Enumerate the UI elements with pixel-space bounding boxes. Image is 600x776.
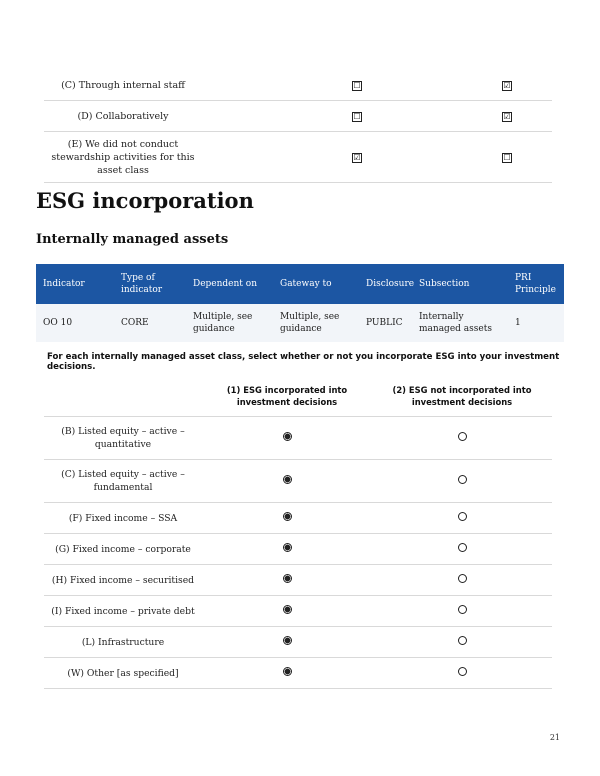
cell: Multiple, see guidance <box>280 312 340 334</box>
checkbox[interactable]: ☑ <box>353 152 361 162</box>
radio-button[interactable] <box>458 543 467 552</box>
radio-button[interactable] <box>458 512 467 521</box>
row-label: (E) We did not conduct stewardship activities for this asset class <box>51 138 195 176</box>
radio-button[interactable] <box>283 605 292 614</box>
header-cell: (2) ESG not incorporated into investment decisions <box>392 385 532 407</box>
section-title: ESG incorporation <box>36 188 254 213</box>
radio-button[interactable] <box>458 432 467 441</box>
header-cell: Indicator <box>43 279 85 289</box>
table-row <box>44 596 552 627</box>
row-label: (B) Listed equity – active – quantitative <box>61 426 185 450</box>
header-cell: (1) ESG incorporated into investment decisions <box>226 385 348 407</box>
radio-button[interactable] <box>283 574 292 583</box>
row-label: (W) Other [as specified] <box>67 667 179 679</box>
page-number: 21 <box>549 733 560 742</box>
table-row <box>44 460 552 503</box>
radio-button[interactable] <box>283 636 292 645</box>
header-cell: Disclosure <box>366 279 415 289</box>
header-cell: Dependent on <box>193 279 258 289</box>
radio-button[interactable] <box>283 667 292 676</box>
header-cell: Type of indicator <box>121 273 163 295</box>
radio-button[interactable] <box>283 512 292 521</box>
radio-button[interactable] <box>283 432 292 441</box>
radio-button[interactable] <box>458 475 467 484</box>
radio-button[interactable] <box>458 605 467 614</box>
table-row <box>44 70 552 101</box>
row-label: (C) Through internal staff <box>61 79 185 91</box>
row-label: (C) Listed equity – active – fundamental <box>61 469 185 493</box>
cell: 1 <box>515 318 521 328</box>
radio-button[interactable] <box>458 574 467 583</box>
checkbox[interactable]: ☐ <box>353 111 361 121</box>
table-header <box>36 264 564 304</box>
table-header <box>44 380 552 417</box>
table-row <box>44 565 552 596</box>
row-label: (F) Fixed income – SSA <box>68 512 178 524</box>
row-label: (G) Fixed income – corporate <box>55 543 191 555</box>
cell: Multiple, see guidance <box>193 312 253 334</box>
table-row <box>36 304 564 342</box>
esg-table <box>44 380 552 689</box>
table-row <box>44 534 552 565</box>
cell: CORE <box>121 318 149 328</box>
radio-button[interactable] <box>283 475 292 484</box>
cell: Internally managed assets <box>419 312 492 334</box>
table-row <box>44 101 552 132</box>
checkbox[interactable]: ☑ <box>503 80 511 90</box>
cell: OO 10 <box>43 318 73 328</box>
table-row <box>44 503 552 534</box>
radio-button[interactable] <box>458 636 467 645</box>
row-label: (H) Fixed income – securitised <box>51 574 195 586</box>
cell: PUBLIC <box>366 318 403 328</box>
checkbox[interactable]: ☐ <box>503 152 511 162</box>
table-row <box>44 658 552 689</box>
radio-button[interactable] <box>458 667 467 676</box>
header-cell: Gateway to <box>280 279 332 289</box>
checkbox[interactable]: ☐ <box>353 80 361 90</box>
header-cell: Subsection <box>419 279 470 289</box>
table-row <box>44 132 552 183</box>
table-row <box>44 627 552 658</box>
indicator-table <box>36 264 564 342</box>
stewardship-table <box>44 70 552 183</box>
checkbox[interactable]: ☑ <box>503 111 511 121</box>
row-label: (D) Collaboratively <box>77 110 169 122</box>
table-row <box>44 417 552 460</box>
row-label: (L) Infrastructure <box>81 636 165 648</box>
row-label: (I) Fixed income – private debt <box>51 605 195 617</box>
radio-button[interactable] <box>283 543 292 552</box>
question-text: For each internally managed asset class, select whether or not you incorporate ESG into your investment decisions. <box>47 352 560 372</box>
subsection-title: Internally managed assets <box>36 232 229 247</box>
header-cell: PRI Principle <box>515 273 556 295</box>
